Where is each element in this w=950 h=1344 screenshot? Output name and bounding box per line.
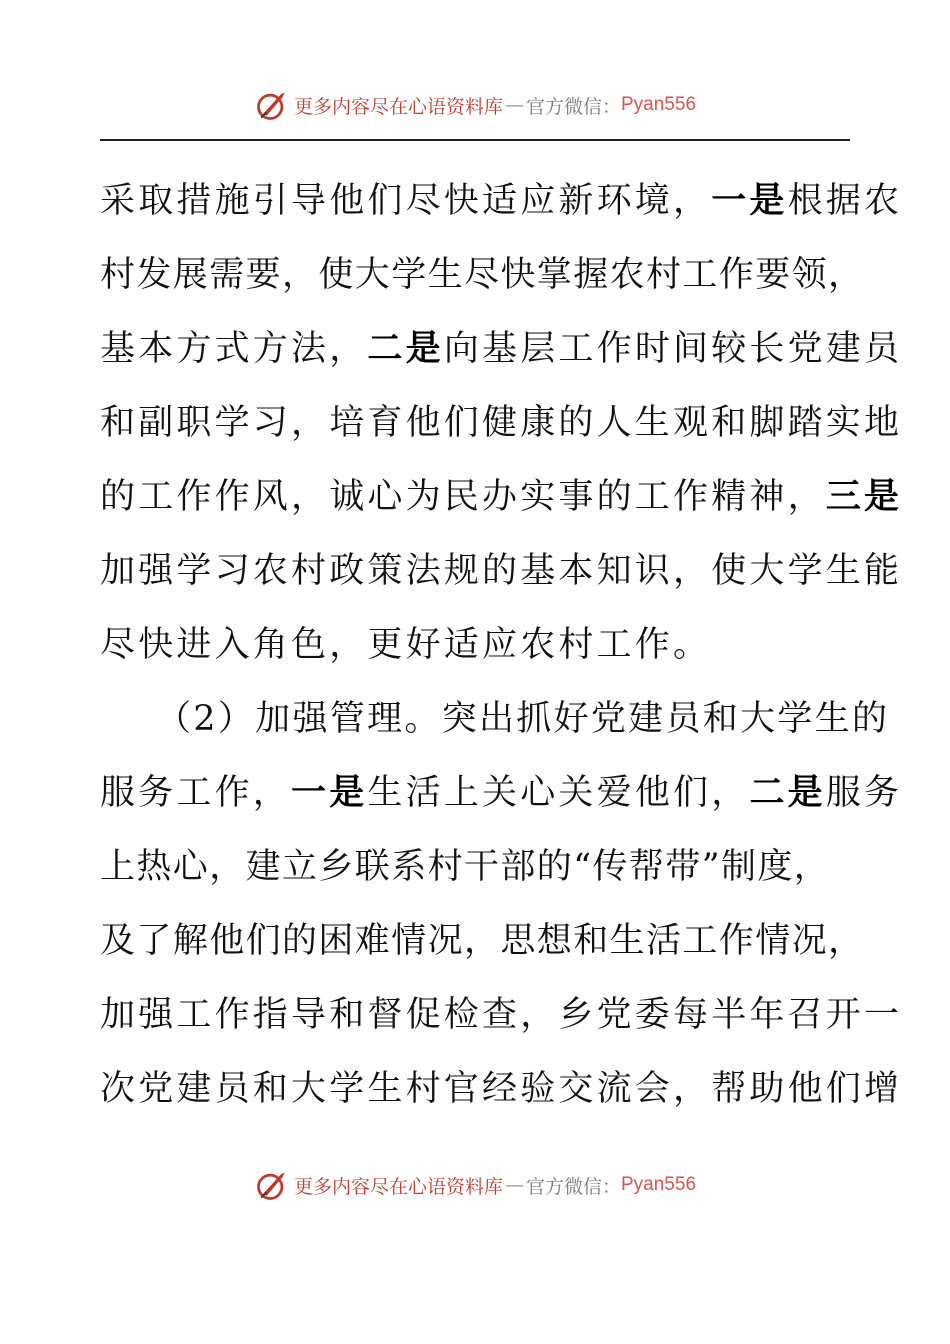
document-body (100, 164, 903, 1126)
text-line: 次党建员和大学生村官经验交流会，帮助他们增 (100, 1069, 903, 1109)
text-line: 基本方式方法，二是向基层工作时间较长党建员 (100, 329, 903, 369)
text-line: 及了解他们的困难情况，思想和生活工作情况， (100, 921, 865, 961)
wechat-id: Pyan556 (621, 94, 697, 115)
text-line: 采取措施引导他们尽快适应新环境，一是根据农 (100, 181, 903, 221)
quill-logo-icon (254, 87, 290, 123)
banner-text: 更多内容尽在心语资料库 (293, 95, 503, 118)
emphasis: 一是 (291, 773, 368, 813)
emphasis: 一是 (711, 181, 788, 221)
quill-logo-icon (254, 1167, 290, 1203)
text-line: 和副职学习，培育他们健康的人生观和脚踏实地 (100, 403, 903, 443)
text-line: 上热心，建立乡联系村干部的“传帮带”制度， (100, 847, 831, 887)
header-banner (0, 80, 950, 130)
banner-text: 更多内容尽在心语资料库 (293, 1175, 503, 1198)
banner-separator: — (504, 1174, 524, 1196)
wechat-id: Pyan556 (621, 1174, 697, 1195)
emphasis: 二是 (749, 773, 826, 813)
text-line: （2）加强管理。突出抓好党建员和大学生的 (156, 699, 890, 739)
text-line: 村发展需要，使大学生尽快掌握农村工作要领， (100, 255, 865, 295)
wechat-label: 官方微信： (525, 95, 621, 118)
text-line: 加强学习农村政策法规的基本知识，使大学生能 (100, 551, 903, 591)
wechat-label: 官方微信： (525, 1175, 621, 1198)
emphasis: 三是 (825, 477, 903, 517)
text-line: 服务工作，一是生活上关心关爱他们，二是服务 (100, 773, 903, 813)
text-line: 尽快进入角色，更好适应农村工作。 (100, 625, 712, 665)
banner-separator: — (504, 94, 524, 116)
footer-banner (0, 1160, 950, 1210)
header-divider (100, 139, 850, 141)
text-line: 加强工作指导和督促检查，乡党委每半年召开一 (100, 995, 903, 1035)
emphasis: 二是 (367, 329, 444, 369)
text-line: 的工作作风，诚心为民办实事的工作精神，三是 (100, 477, 903, 517)
